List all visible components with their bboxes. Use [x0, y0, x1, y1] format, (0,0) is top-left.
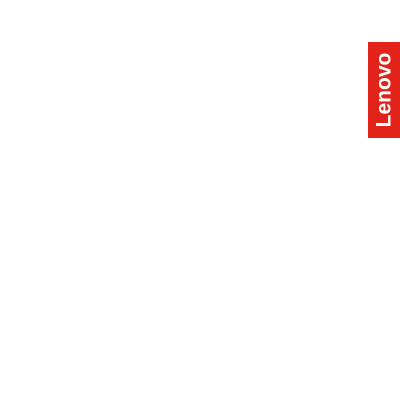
lenovo-logo [368, 42, 400, 138]
lenovo-logo-text: Lenovo [372, 52, 396, 128]
